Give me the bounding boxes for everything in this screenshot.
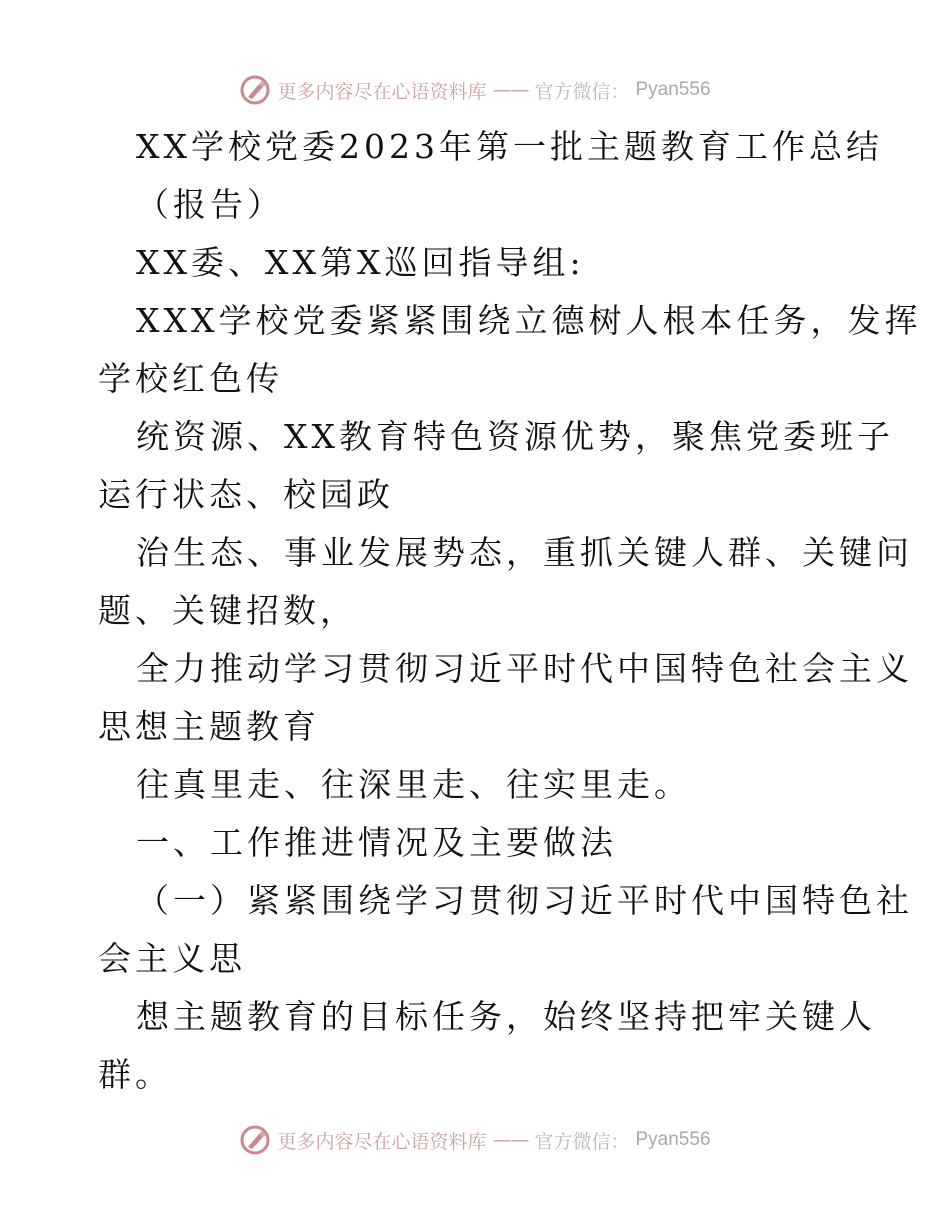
document-text-line: 会主义思 bbox=[98, 939, 246, 978]
document-text-line: 全力推动学习贯彻习近平时代中国特色社会主义 bbox=[136, 649, 913, 688]
watermark-dash: —— bbox=[492, 79, 529, 101]
document-text-line: XXX学校党委紧紧围绕立德树人根本任务，发挥 bbox=[136, 301, 922, 340]
pen-logo-icon bbox=[239, 1124, 271, 1156]
watermark-wechat-label: 官方微信： bbox=[534, 1130, 630, 1153]
watermark-dash: —— bbox=[492, 1129, 529, 1151]
document-text-line: 一、工作推进情况及主要做法 bbox=[136, 823, 617, 862]
footer-watermark bbox=[0, 1120, 950, 1160]
watermark-text: 更多内容尽在心语资料库 bbox=[277, 80, 487, 103]
document-text-line: 治生态、事业发展势态，重抓关键人群、关键问 bbox=[136, 533, 913, 572]
document-text-line: 思想主题教育 bbox=[98, 707, 320, 746]
watermark-wechat-id: Pyan556 bbox=[635, 79, 711, 100]
watermark-text: 更多内容尽在心语资料库 bbox=[277, 1130, 487, 1153]
pen-logo-icon bbox=[239, 74, 271, 106]
header-watermark bbox=[0, 70, 950, 110]
document-text-line: 往真里走、往深里走、往实里走。 bbox=[136, 765, 691, 804]
document-text-line: （报告） bbox=[136, 185, 284, 224]
document-text-line: 运行状态、校园政 bbox=[98, 475, 394, 514]
document-text-line: 群。 bbox=[98, 1055, 172, 1094]
document-text-line: （一）紧紧围绕学习贯彻习近平时代中国特色社 bbox=[136, 881, 913, 920]
document-text-line: 想主题教育的目标任务，始终坚持把牢关键人 bbox=[136, 997, 876, 1036]
document-text-line: 题、关键招数， bbox=[98, 591, 357, 630]
document-body bbox=[98, 118, 922, 1104]
watermark-wechat-id: Pyan556 bbox=[635, 1129, 711, 1150]
document-text-line: XX委、XX第X巡回指导组: bbox=[136, 243, 585, 282]
document-text-line: 学校红色传 bbox=[98, 359, 283, 398]
watermark-wechat-label: 官方微信： bbox=[534, 80, 630, 103]
document-title-line: XX学校党委2023年第一批主题教育工作总结 bbox=[136, 127, 883, 166]
document-text-line: 统资源、XX教育特色资源优势，聚焦党委班子 bbox=[136, 417, 894, 456]
